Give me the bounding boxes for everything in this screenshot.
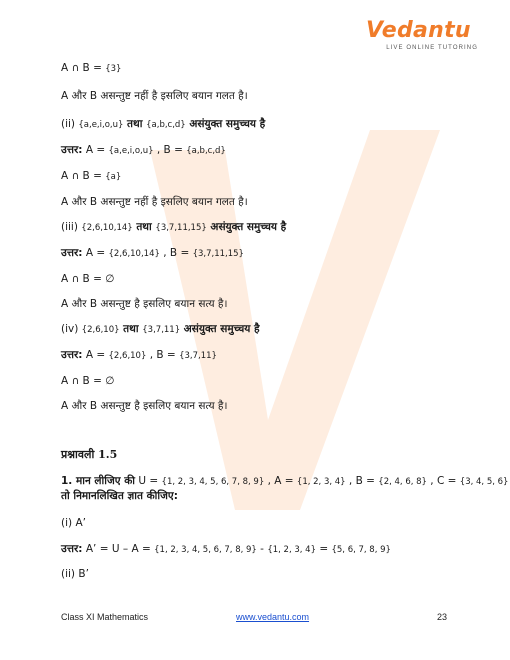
text-span: , B = [153,144,187,156]
heading-text: प्रश्नावली 1.5 [61,448,118,461]
vedantu-logo [366,18,478,58]
text-span: A = [82,144,109,156]
text-span: U = [135,475,162,487]
set-notation: {a,e,i,o,u} [78,120,124,130]
subquestion-line [61,566,89,582]
set-notation: {1, 2, 3, 4} [267,545,316,555]
text-span: A और B असन्तुष्ट नहीं है इसलिए बयान गलत है। [61,90,248,102]
text-span: A और B असन्तुष्ट नहीं है इसलिए बयान गलत है। [61,196,248,208]
set-notation: {a} [105,172,122,182]
text-span: , B = [146,349,180,361]
set-notation: {3,7,11} [179,351,217,361]
logo-tagline: LIVE ONLINE TUTORING [386,45,478,51]
set-notation: {a,e,i,o,u} [108,146,154,156]
text-span: A = [82,247,109,259]
footer-subject: Class XI Mathematics [61,612,149,622]
bold-text: उत्तर: [61,247,83,259]
solution-line [61,88,248,104]
set-notation: {3} [105,64,122,74]
bold-text: असंयुक्त समुच्चय है [206,221,287,233]
logo-wordmark: Vedantu [366,18,471,43]
set-notation: {5, 6, 7, 8, 9} [331,545,391,555]
text-span: A ∩ B = [61,62,106,74]
text-span: A’ = U – A = [82,543,155,555]
solution-line [61,296,228,312]
text-span: (i) A’ [61,517,86,529]
exercise-heading [61,447,117,463]
bold-text: उत्तर: [61,349,83,361]
solution-line [61,168,121,185]
set-notation: {1, 2, 3, 4} [296,477,346,487]
text-span: , B = [159,247,193,259]
answer-line [61,142,226,159]
set-notation: {2,6,10,14} [108,249,160,259]
bold-text: तथा [123,118,147,130]
set-notation: {3, 4, 5, 6} [459,477,509,487]
text-span: = [315,543,332,555]
bold-text: तथा [119,323,143,335]
text-span: (iii) [61,221,82,233]
text-span: (ii) B’ [61,568,89,580]
set-notation: {2, 4, 6, 8} [378,477,427,487]
set-notation: {3,7,11,15} [155,223,207,233]
bold-text: तो निमानलिखित ज्ञात कीजिए: [61,490,178,502]
bold-text: असंयुक्त समुच्चय है [180,323,260,335]
text-span: A और B असन्तुष्ट है इसलिए बयान सत्य है। [61,298,228,310]
text-span: , A = [264,475,297,487]
question-line [61,321,260,338]
question-line [61,116,265,133]
text-span: A और B असन्तुष्ट है इसलिए बयान सत्य है। [61,400,228,412]
set-notation: {3,7,11} [142,325,181,335]
bold-text: असंयुक्त समुच्चय है [185,118,266,130]
set-notation: {1, 2, 3, 4, 5, 6, 7, 8, 9} [154,545,257,555]
question-line [61,488,178,504]
text-span: A ∩ B = ∅ [61,273,115,285]
solution-line [61,398,228,414]
footer-website-link[interactable]: www.vedantu.com [236,612,310,622]
answer-line [61,347,217,364]
text-span: A = [82,349,109,361]
subquestion-line [61,515,86,531]
set-notation: {2,6,10,14} [81,223,133,233]
set-notation: {a,b,c,d} [186,146,226,156]
set-notation: {1, 2, 3, 4, 5, 6, 7, 8, 9} [161,477,265,487]
text-span: A ∩ B = ∅ [61,375,115,387]
text-span: , B = [345,475,379,487]
page-number: 23 [437,612,448,622]
bold-text: तथा [132,221,156,233]
solution-line [61,60,121,77]
answer-line [61,541,391,558]
bold-text: 1. मान लीजिए की [61,475,136,487]
text-span: - [256,543,268,555]
set-notation: {3,7,11,15} [192,249,244,259]
text-span: , C = [426,475,460,487]
bold-text: उत्तर: [61,144,83,156]
bold-text: उत्तर: [61,543,83,555]
set-notation: {2,6,10} [108,351,147,361]
question-line [61,219,286,236]
answer-line [61,245,244,262]
text-span: A ∩ B = [61,170,106,182]
text-span: (iv) [61,323,82,335]
set-notation: {2,6,10} [81,325,120,335]
solution-line [61,373,114,389]
set-notation: {a,b,c,d} [146,120,186,130]
text-span: (ii) [61,118,79,130]
solution-line [61,194,248,210]
solution-line [61,271,114,287]
